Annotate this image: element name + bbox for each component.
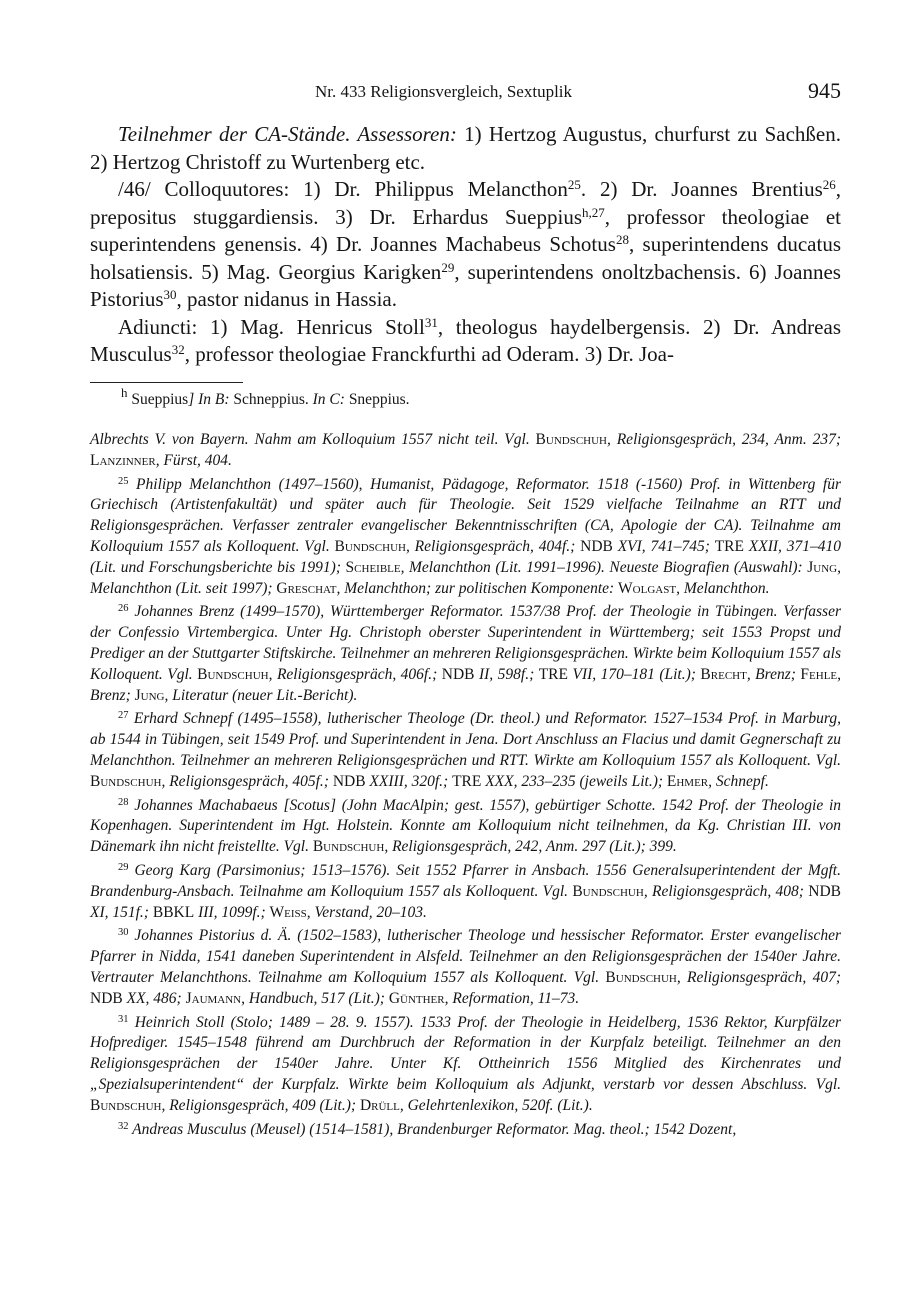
footnote-continuation: Albrechts V. von Bayern. Nahm am Kolloquium 1557 nicht teil. Vgl. Bundschuh, Religionsgespräch, 234, Anm. 237; Lanzinner, Fürst, 404. [90, 431, 841, 469]
footnote-29: $^{29}$ Georg Karg (Parsimonius; 1513–1576). Seit 1552 Pfarrer in Ansbach. 1556 Generalsuperintendent der Mgft. Brandenburg-Ansbach. Teilnahme am Kolloquium 1557 als Kolloquent. Vgl. Bundschuh, Religionsgespräch, 408; NDB XI, 151f.; BBKL III, 1099f.; Weiss, Verstand, 20–103. [90, 861, 841, 921]
footnote-31: $^{31}$ Heinrich Stoll (Stolo; 1489 – 28. 9. 1557). 1533 Prof. der Theologie in Heidelberg, 1536 Rektor, Kurpfälzer Hofprediger. 1545–1548 führend am Durchbruch der Reformation in der Kurpfalz beteiligt. Teilnehmer an den Religionsgesprächen der 1540er Jahre. Unter Kf. Ottheinrich 1556 Mitglied des Kirchenrates und „Spezialsuperintendent“ der Kurpfalz. Wirkte beim Kolloquium als Adjunkt, verstarb vor dessen Abschluss. Vgl. Bundschuh, Religionsgespräch, 409 (Lit.); Drüll, Gelehrtenlexikon, 520f. (Lit.). [90, 1013, 841, 1114]
footnote-26: $^{26}$ Johannes Brenz (1499–1570), Württemberger Reformator. 1537/38 Prof. der Theologie in Tübingen. Verfasser der Confessio Virtembergica. Unter Hg. Christoph oberster Superintendent in Württemberg; seit 1553 Propst und Prediger an der Stuttgarter Stiftskirche. Teilnehmer an mehreren Religionsgesprächen. Wirkte beim Kolloquium 1557 als Kolloquent. Vgl. Bundschuh, Religionsgespräch, 406f.; NDB II, 598f.; TRE VII, 170–181 (Lit.); Brecht, Brenz; Fehle, Brenz; Jung, Literatur (neuer Lit.-Bericht). [90, 603, 842, 704]
footnote-ref: 32 [171, 342, 185, 357]
footnote-30: $^{30}$ Johannes Pistorius d. Ä. (1502–1583), lutherischer Theologe und hessischer Reformator. Erster evangelischer Pfarrer in Nidda, 1541 daneben Superintendent in Alsfeld. Teilnehmer an den Religionsgesprächen der 1540er Jahre. Vertrauter Melanchthons. Teilnahme am Kolloquium 1557 als Kolloquent. Vgl. Bundschuh, Religionsgespräch, 407; NDB XX, 486; Jaumann, Handbuch, 517 (Lit.); Günther, Reformation, 11–73. [90, 927, 841, 1007]
footnote-ref: 26 [822, 177, 836, 192]
footnote-ref: 28 [615, 232, 629, 247]
footnote-ref: 31 [424, 314, 438, 330]
running-title: Nr. 433 Religionsvergleich, Sextuplik [315, 82, 573, 101]
apparatus-divider [90, 382, 243, 383]
footnote-27: $^{27}$ Erhard Schnepf (1495–1558), lutherischer Theologe (Dr. theol.) und Reformator. 1527–1534 Prof. in Marburg, ab 1544 in Tübingen, seit 1549 Prof. und Superintendent in Jena. Dort Anschluss an Flacius und damit Gegnerschaft zu Melanchthon. Teilnehmer an mehreren Religionsgesprächen und RTT. Wirkte am Kolloquium 1557 als Kolloquent. Vgl. Bundschuh, Religionsgespräch, 405f.; NDB XXIII, 320f.; TRE XXX, 233–235 (jeweils Lit.); Ehmer, Schnepf. [90, 710, 841, 790]
footnote-25: $^{25}$ Philipp Melanchthon (1497–1560), Humanist, Pädagoge, Reformator. 1518 (-1560) Prof. in Wittenberg für Griechisch (Artistenfakultät) und später auch für Theologie. Seit 1529 vielfache Teilnahme an RTT und Religionsgesprächen. Verfasser zentraler evangelischer Bekenntnisschriften (CA, Apologie der CA). Teilnahme am Kolloquium 1557 als Kolloquent. Vgl. Bundschuh, Religionsgespräch, 404f.; NDB XVI, 741–745; TRE XXII, 371–410 (Lit. und Forschungsberichte bis 1991); Scheible, Melanchthon (Lit. 1991–1996). Neueste Biografien (Auswahl): Jung, Melanchthon (Lit. seit 1997); Greschat, Melanchthon; zur politischen Komponente: Wolgast, Melanchthon. [90, 475, 841, 597]
footnote-ref: 30 [163, 287, 177, 302]
footnote-ref: h,27 [582, 204, 605, 220]
assessors-heading: Teilnehmer der CA-Stände. Assessoren: [118, 122, 457, 146]
paragraph-colloquutores: /46/ Colloquutores: 1) Dr. Philippus Melancthon$^{25}$. 2) Dr. Joannes Brentius$^{26}$, prepositus stuggardiensis. 3) Dr. Erhardus Sueppius$^{h,27}$, professor theologiae et superintendens genensis. 4) Dr. Joannes Machabeus Schotus$^{28}$, superintendens ducatus holsatiensis. 5) Mag. Georgius Karigken$^{29}$, superintendens onoltzbachensis. 6) Joannes Pistorius$^{30}$, pastor nidanus in Hassia. [90, 177, 842, 311]
document-page [90, 0, 841, 1300]
footnote-ref: 25 [567, 177, 581, 192]
footnote-32: $^{32}$ Andreas Musculus (Meusel) (1514–1581), Brandenburger Reformator. Mag. theol.; 1542 Dozent, [118, 1120, 737, 1138]
paragraph-assessors [90, 121, 841, 176]
footnotes [90, 430, 841, 1143]
critical-apparatus: $^h$ Sueppius] In B: Schneppius. In C: Sneppius. [121, 385, 410, 408]
assessors-text: 1) Hertzog Augustus, churfurst zu Sachßen. 2) Hertzog Christoff zu Wurtenberg etc. [90, 122, 841, 174]
page-number: 945 [808, 78, 841, 103]
running-header [90, 80, 841, 106]
main-text [90, 121, 841, 369]
footnote-28: $^{28}$ Johannes Machabaeus [Scotus] (John MacAlpin; gest. 1557), gebürtiger Schotte. 1542 Prof. der Theologie in Kopenhagen. Superintendent im Hgt. Holstein. Konnte am Kolloquium nicht teilnehmen, da Kg. Christian III. von Dänemark ihn nicht freistellte. Vgl. Bundschuh, Religionsgespräch, 242, Anm. 297 (Lit.); 399. [90, 796, 841, 856]
paragraph-adiuncti: Adiuncti: 1) Mag. Henricus Stoll$^{31}$, theologus haydelbergensis. 2) Dr. Andreas Musculus$^{32}$, professor theologiae Franckfurthi ad Oderam. 3) Dr. Joa- [90, 314, 841, 366]
apparatus-marker: h [121, 385, 128, 400]
footnote-ref: 29 [441, 259, 455, 275]
